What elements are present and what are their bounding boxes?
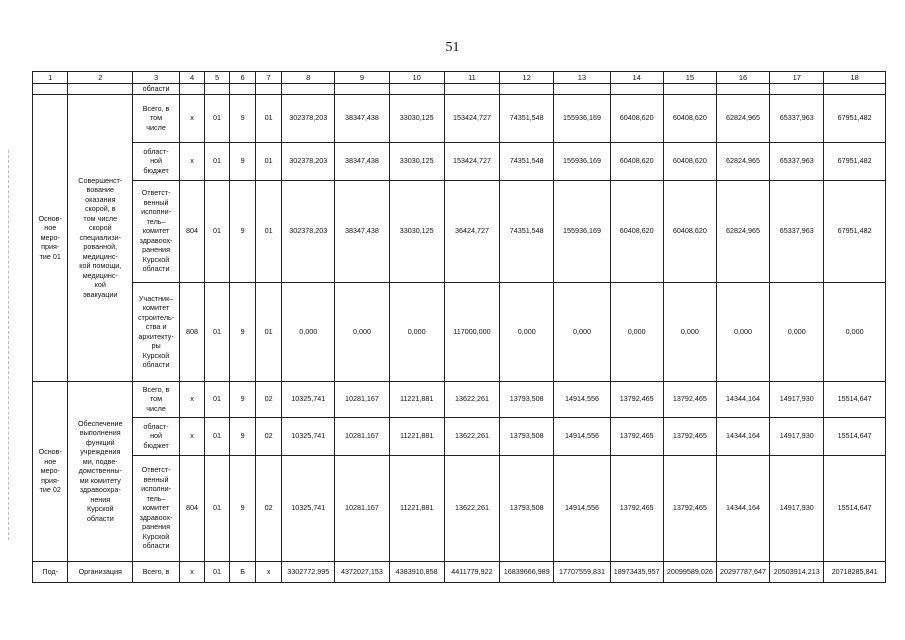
value-cell: 20297787,647 [716, 561, 769, 582]
value-cell: 13792,465 [610, 417, 663, 455]
code-cell: 01 [256, 94, 282, 142]
column-header: 14 [610, 72, 663, 84]
empty-cell [256, 84, 282, 95]
value-cell: 65337,963 [770, 142, 824, 180]
column-header: 12 [500, 72, 554, 84]
value-cell: 117000,000 [444, 282, 499, 381]
column-header: 3 [133, 72, 180, 84]
value-cell: 20718285,841 [824, 561, 886, 582]
value-cell: 10281,167 [335, 381, 389, 417]
value-cell: 14914,556 [554, 417, 610, 455]
empty-cell [716, 84, 769, 95]
code-cell: 01 [256, 180, 282, 282]
code-cell: 9 [230, 455, 256, 561]
table-body [33, 72, 886, 583]
code-cell: 02 [256, 417, 282, 455]
empty-cell [68, 84, 133, 95]
value-cell: 15514,647 [824, 417, 886, 455]
value-cell: 20099589,026 [663, 561, 716, 582]
value-cell: 13622,261 [444, 381, 499, 417]
code-cell: х [180, 94, 205, 142]
funding-source: Ответст- венный исполни- тель– комитет здравоох- ранения Курской области [133, 180, 180, 282]
value-cell: 0,000 [554, 282, 610, 381]
code-cell: 01 [205, 381, 230, 417]
value-cell: 153424,727 [444, 142, 499, 180]
event-name: Обеспечение выполнения функций учреждения ми, подве- домственны- ми комитету здравоохра- нения Курской области [68, 381, 133, 561]
value-cell: 10281,167 [335, 417, 389, 455]
code-cell: 9 [230, 180, 256, 282]
column-header: 4 [180, 72, 205, 84]
empty-cell [33, 84, 68, 95]
value-cell: 3302772,995 [282, 561, 335, 582]
value-cell: 38347,438 [335, 180, 389, 282]
value-cell: 60408,620 [610, 142, 663, 180]
value-cell: 4411779,922 [444, 561, 499, 582]
code-cell: х [180, 142, 205, 180]
code-cell: 9 [230, 417, 256, 455]
empty-cell [282, 84, 335, 95]
empty-cell [230, 84, 256, 95]
empty-cell [444, 84, 499, 95]
value-cell: 13793,508 [500, 455, 554, 561]
table-row [33, 455, 886, 561]
header-row [33, 72, 886, 84]
code-cell: 01 [205, 455, 230, 561]
code-cell: 9 [230, 142, 256, 180]
value-cell: 0,000 [716, 282, 769, 381]
code-cell: 804 [180, 180, 205, 282]
empty-cell [500, 84, 554, 95]
value-cell: 14917,930 [770, 455, 824, 561]
code-cell: х [180, 381, 205, 417]
column-header: 7 [256, 72, 282, 84]
empty-cell [770, 84, 824, 95]
value-cell: 18973435,957 [610, 561, 663, 582]
table-row [33, 417, 886, 455]
value-cell: 0,000 [335, 282, 389, 381]
funding-source: Всего, в [133, 561, 180, 582]
value-cell: 14914,556 [554, 455, 610, 561]
value-cell: 15514,647 [824, 381, 886, 417]
code-cell: 02 [256, 455, 282, 561]
value-cell: 13622,261 [444, 455, 499, 561]
event-name: Совершенст- вование оказания скорой, в том числе скорой специализи- рованной, медицинс- кой помощи, медицинс- кой эвакуации [68, 94, 133, 381]
column-header: 8 [282, 72, 335, 84]
empty-cell [180, 84, 205, 95]
column-header: 11 [444, 72, 499, 84]
value-cell: 0,000 [824, 282, 886, 381]
value-cell: 74351,548 [500, 180, 554, 282]
table-row [33, 282, 886, 381]
funding-source: област- ной бюджет [133, 142, 180, 180]
code-cell: 02 [256, 381, 282, 417]
code-cell: 01 [256, 142, 282, 180]
column-header: 16 [716, 72, 769, 84]
column-header: 17 [770, 72, 824, 84]
value-cell: 0,000 [610, 282, 663, 381]
value-cell: 0,000 [500, 282, 554, 381]
value-cell: 60408,620 [610, 94, 663, 142]
value-cell: 33030,125 [389, 142, 444, 180]
value-cell: 0,000 [770, 282, 824, 381]
value-cell: 14344,164 [716, 455, 769, 561]
value-cell: 153424,727 [444, 94, 499, 142]
value-cell: 14917,930 [770, 381, 824, 417]
code-cell: 9 [230, 94, 256, 142]
value-cell: 155936,169 [554, 142, 610, 180]
value-cell: 62824,965 [716, 142, 769, 180]
table-row [33, 180, 886, 282]
funding-source: Ответст- венный исполни- тель– комитет здравоох- ранения Курской области [133, 455, 180, 561]
code-cell: 804 [180, 455, 205, 561]
value-cell: 36424,727 [444, 180, 499, 282]
value-cell: 15514,647 [824, 455, 886, 561]
code-cell: 01 [205, 561, 230, 582]
value-cell: 13793,508 [500, 381, 554, 417]
column-header: 15 [663, 72, 716, 84]
funding-source: Всего, в том числе [133, 94, 180, 142]
column-header: 18 [824, 72, 886, 84]
value-cell: 62824,965 [716, 180, 769, 282]
value-cell: 67951,482 [824, 180, 886, 282]
value-cell: 10325,741 [282, 455, 335, 561]
value-cell: 4372027,153 [335, 561, 389, 582]
column-header: 5 [205, 72, 230, 84]
value-cell: 302378,203 [282, 142, 335, 180]
code-cell: 01 [205, 282, 230, 381]
event-name: Организация [68, 561, 133, 582]
empty-cell [554, 84, 610, 95]
column-header: 13 [554, 72, 610, 84]
code-cell: 01 [205, 417, 230, 455]
column-header: 1 [33, 72, 68, 84]
continuation-cell: области [133, 84, 180, 95]
empty-cell [389, 84, 444, 95]
empty-cell [205, 84, 230, 95]
code-cell: 01 [205, 142, 230, 180]
value-cell: 13792,465 [610, 381, 663, 417]
code-cell: 9 [230, 282, 256, 381]
value-cell: 13792,465 [663, 381, 716, 417]
value-cell: 14344,164 [716, 417, 769, 455]
funding-source: Всего, в том числе [133, 381, 180, 417]
code-cell: 01 [205, 180, 230, 282]
value-cell: 13792,465 [610, 455, 663, 561]
value-cell: 4383910,858 [389, 561, 444, 582]
value-cell: 62824,965 [716, 94, 769, 142]
code-cell: Б [230, 561, 256, 582]
value-cell: 11221,881 [389, 417, 444, 455]
value-cell: 14917,930 [770, 417, 824, 455]
value-cell: 60408,620 [663, 94, 716, 142]
page-number: 51 [445, 40, 460, 55]
table-row [33, 381, 886, 417]
value-cell: 20503914,213 [770, 561, 824, 582]
event-label: Основ- ное меро- прия- тие 01 [33, 94, 68, 381]
code-cell: 01 [256, 282, 282, 381]
value-cell: 302378,203 [282, 94, 335, 142]
value-cell: 0,000 [663, 282, 716, 381]
code-cell: х [180, 417, 205, 455]
value-cell: 60408,620 [610, 180, 663, 282]
value-cell: 13793,508 [500, 417, 554, 455]
value-cell: 33030,125 [389, 180, 444, 282]
value-cell: 17707559,831 [554, 561, 610, 582]
column-header: 2 [68, 72, 133, 84]
value-cell: 60408,620 [663, 142, 716, 180]
value-cell: 13622,261 [444, 417, 499, 455]
table-row [33, 142, 886, 180]
value-cell: 65337,963 [770, 94, 824, 142]
funding-source: област- ной бюджет [133, 417, 180, 455]
value-cell: 67951,482 [824, 142, 886, 180]
value-cell: 11221,881 [389, 381, 444, 417]
value-cell: 10325,741 [282, 381, 335, 417]
empty-cell [663, 84, 716, 95]
value-cell: 16839666,989 [500, 561, 554, 582]
value-cell: 74351,548 [500, 94, 554, 142]
value-cell: 67951,482 [824, 94, 886, 142]
margin-mark [8, 150, 10, 540]
empty-cell [610, 84, 663, 95]
value-cell: 65337,963 [770, 180, 824, 282]
empty-cell [824, 84, 886, 95]
value-cell: 14914,556 [554, 381, 610, 417]
column-header: 9 [335, 72, 389, 84]
table-row [33, 94, 886, 142]
code-cell: 9 [230, 381, 256, 417]
code-cell: х [180, 561, 205, 582]
code-cell: 808 [180, 282, 205, 381]
value-cell: 60408,620 [663, 180, 716, 282]
continuation-row [33, 84, 886, 95]
value-cell: 74351,548 [500, 142, 554, 180]
value-cell: 38347,438 [335, 142, 389, 180]
value-cell: 0,000 [282, 282, 335, 381]
table-row [33, 561, 886, 582]
event-label: Основ- ное меро- прия- тие 02 [33, 381, 68, 561]
code-cell: 01 [205, 94, 230, 142]
budget-table [32, 71, 886, 583]
value-cell: 0,000 [389, 282, 444, 381]
value-cell: 14344,164 [716, 381, 769, 417]
code-cell: х [256, 561, 282, 582]
value-cell: 155936,169 [554, 180, 610, 282]
value-cell: 38347,438 [335, 94, 389, 142]
column-header: 10 [389, 72, 444, 84]
column-header: 6 [230, 72, 256, 84]
value-cell: 13792,465 [663, 455, 716, 561]
empty-cell [335, 84, 389, 95]
funding-source: Участник– комитет строитель- ства и архитекту- ры Курской области [133, 282, 180, 381]
value-cell: 10325,741 [282, 417, 335, 455]
value-cell: 10281,167 [335, 455, 389, 561]
value-cell: 11221,881 [389, 455, 444, 561]
value-cell: 33030,125 [389, 94, 444, 142]
value-cell: 155936,169 [554, 94, 610, 142]
value-cell: 13792,465 [663, 417, 716, 455]
value-cell: 302378,203 [282, 180, 335, 282]
event-label: Под- [33, 561, 68, 582]
